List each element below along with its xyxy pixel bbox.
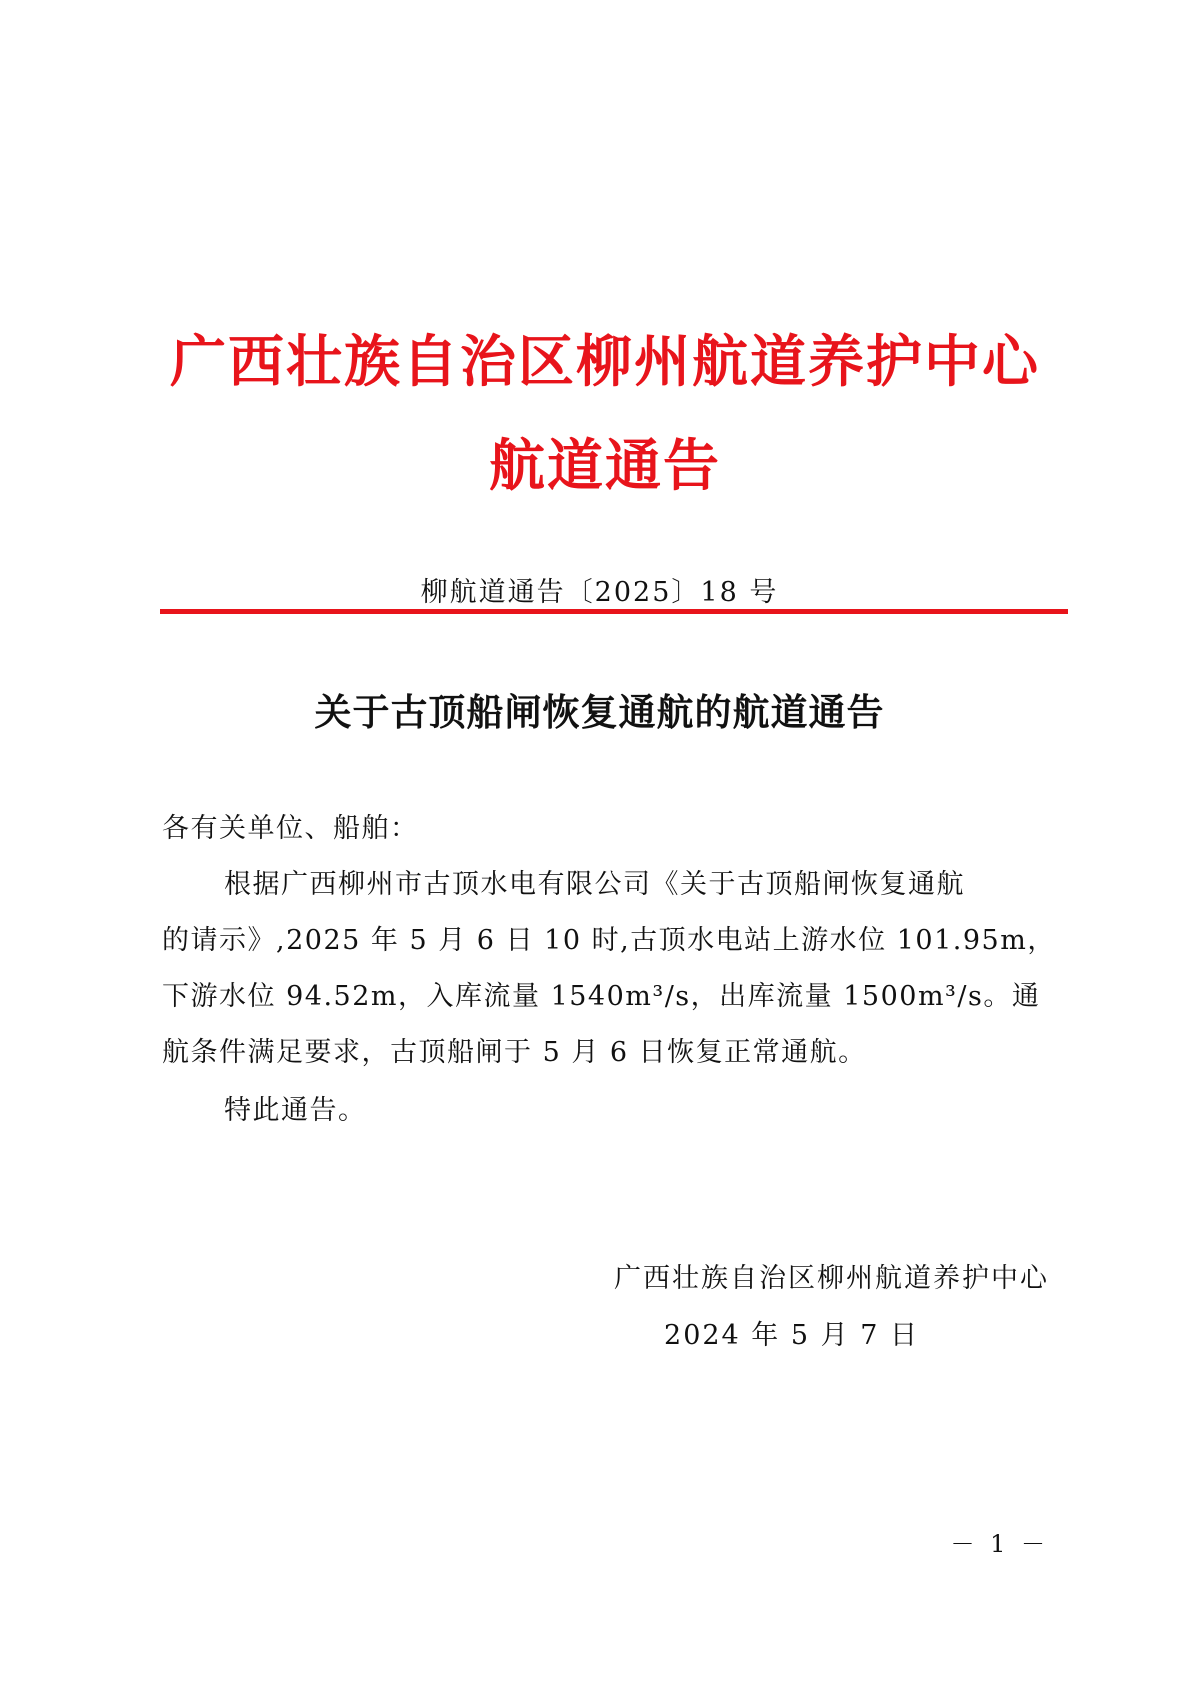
notice-title: 关于古顶船闸恢复通航的航道通告 (314, 690, 885, 734)
body-line: 的请示》,2025 年 5 月 6 日 10 时,古顶水电站上游水位 101.95m， (162, 925, 1056, 956)
red-divider (160, 609, 1068, 614)
signature-organization: 广西壮族自治区柳州航道养护中心 (614, 1263, 1049, 1294)
closing-line: 特此通告。 (224, 1095, 367, 1126)
document-type-title: 航道通告 (489, 433, 721, 499)
body-line: 航条件满足要求，古顶船闸于 5 月 6 日恢复正常通航。 (162, 1037, 867, 1068)
issuing-organization: 广西壮族自治区柳州航道养护中心 (170, 329, 1040, 395)
body-line: 根据广西柳州市古顶水电有限公司《关于古顶船闸恢复通航 (224, 869, 965, 900)
page-number: － 1 － (950, 1530, 1049, 1558)
salutation: 各有关单位、船舶： (162, 813, 419, 844)
issue-date: 2024 年 5 月 7 日 (664, 1320, 919, 1351)
body-line: 下游水位 94.52m，入库流量 1540m³/s，出库流量 1500m³/s。通 (162, 981, 1041, 1012)
document-number: 柳航道通告〔2025〕18 号 (420, 577, 779, 608)
